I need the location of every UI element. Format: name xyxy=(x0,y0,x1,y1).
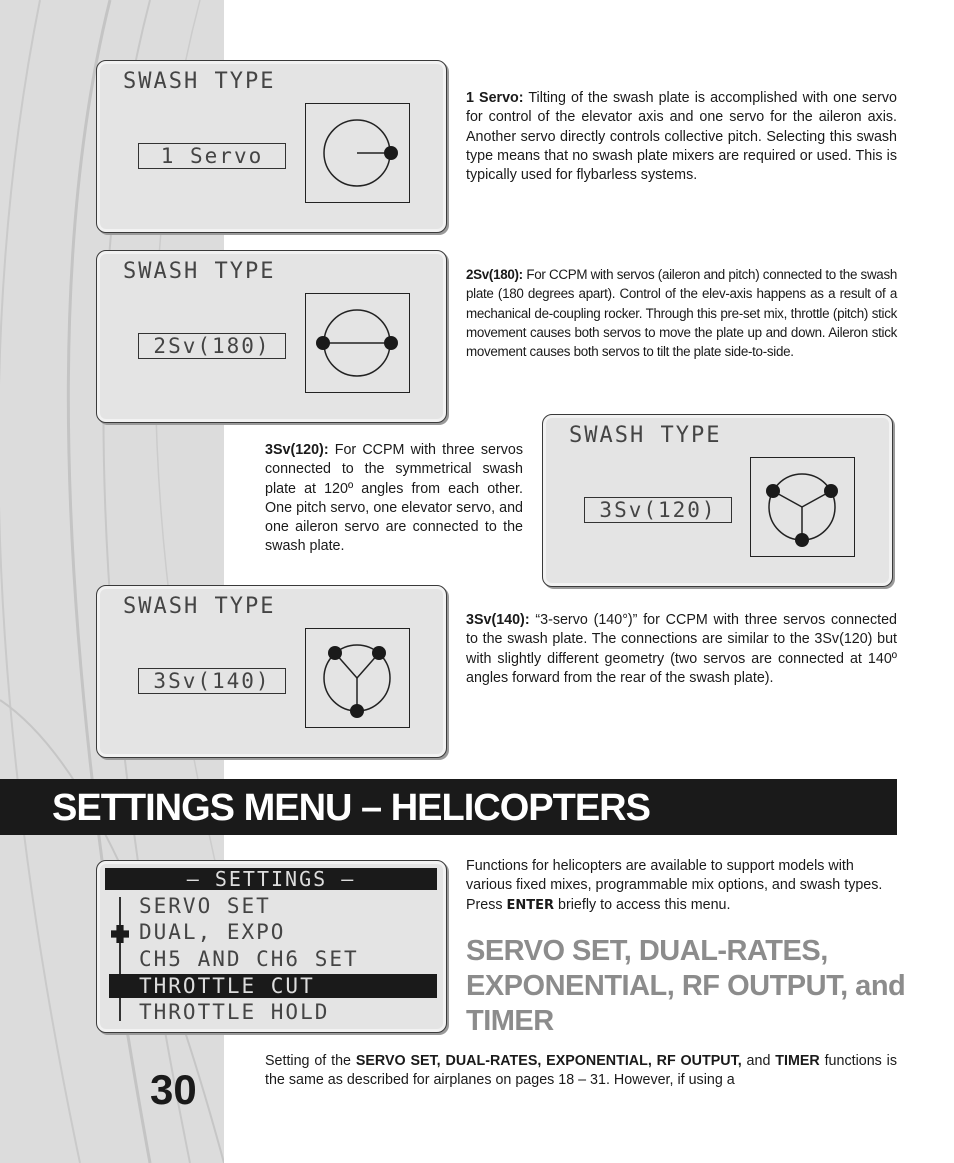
menu-item-throttle-cut: THROTTLE CUT xyxy=(109,974,437,998)
servo-point xyxy=(316,336,330,350)
body-bold: SERVO SET, DUAL-RATES, EXPONENTIAL, RF OUTPUT, xyxy=(355,1053,742,1069)
body-text: Setting of the xyxy=(265,1053,356,1069)
menu-header: – SETTINGS – xyxy=(105,868,437,890)
desc-text: For CCPM with servos (aileron and pitch) connected to the swash plate (180 degrees apart). Control of the elev-axis happens as a result of a mechanical de-coupling rocker. Through this pre-set mix, throttle (pitch) stick movement causes both servos to move the plate up and down. Aileron stick movement causes both servos to tilt the plate side-to-side. xyxy=(466,267,897,360)
swash-diagram-2sv180 xyxy=(305,293,410,393)
menu-item-dual-expo: DUAL, EXPO xyxy=(139,920,286,944)
desc-text: For CCPM with three servos connected to the symmetrical swash plate at 120º angles from each other. One pitch servo, one elevator servo, and one aileron servo are connected to the swash plate. xyxy=(265,442,523,555)
settings-menu-screen xyxy=(96,860,447,1033)
swash-diagram-3sv120 xyxy=(750,457,855,557)
swash-screen-3sv140 xyxy=(96,585,447,758)
swash-value-field: 2Sv(180) xyxy=(138,333,286,359)
desc-term: 3Sv(140): xyxy=(466,612,530,628)
section-title: SETTINGS MENU – HELICOPTERS xyxy=(52,787,650,829)
servo-point xyxy=(328,646,342,660)
desc-3sv140 xyxy=(466,611,897,688)
desc-text: “3-servo (140°)” for CCPM with three servos connected to the swash plate. The connections are similar to the 3Sv(120) but with slightly different geometry (two servos are connected at 140º angles forward from the rear of the swash plate). xyxy=(466,612,897,686)
intro-text: Functions for helicopters are available to support models with various fixed mixes, programmable mix options, and swash types. Press xyxy=(466,858,883,913)
servo-point xyxy=(384,146,398,160)
swash-value-field: 1 Servo xyxy=(138,143,286,169)
servo-point xyxy=(795,533,809,547)
desc-3sv120 xyxy=(265,441,523,557)
scrollbar-track xyxy=(119,897,121,1021)
menu-item-throttle-hold: THROTTLE HOLD xyxy=(139,1000,330,1024)
swash-value-field: 3Sv(140) xyxy=(138,668,286,694)
scrollbar-thumb xyxy=(111,925,129,943)
body-text: and xyxy=(741,1053,776,1069)
desc-text: Tilting of the swash plate is accomplished with one servo for control of the elevator axis and one servo for the aileron axis. Another servo directly controls collective pitch. Selecting this swash type means that no swash plate mixers are required or used. This is typically used for flybarless systems. xyxy=(466,90,897,184)
swash-screen-2sv180 xyxy=(96,250,447,423)
body-bold: TIMER xyxy=(775,1053,820,1069)
body-paragraph xyxy=(265,1052,897,1091)
subsection-heading: SERVO SET, DUAL-RATES, EXPONENTIAL, RF OUTPUT, and TIMER xyxy=(466,935,906,1037)
swash-diagram-1servo xyxy=(305,103,410,203)
desc-term: 1 Servo: xyxy=(466,90,524,106)
desc-term: 3Sv(120): xyxy=(265,442,329,458)
lcd-title: SWASH TYPE xyxy=(123,259,276,284)
desc-1servo xyxy=(466,89,897,185)
page-number: 30 xyxy=(150,1066,197,1113)
servo-point xyxy=(350,704,364,718)
swash-screen-3sv120 xyxy=(542,414,893,587)
desc-term: 2Sv(180): xyxy=(466,267,523,282)
lcd-title: SWASH TYPE xyxy=(123,594,276,619)
servo-point xyxy=(766,484,780,498)
servo-point xyxy=(384,336,398,350)
swash-diagram-3sv140 xyxy=(305,628,410,728)
intro-paragraph xyxy=(466,857,897,915)
lcd-title: SWASH TYPE xyxy=(569,423,722,448)
servo-point xyxy=(824,484,838,498)
intro-text-end: briefly to access this menu. xyxy=(554,896,731,913)
swash-value-field: 3Sv(120) xyxy=(584,497,732,523)
menu-item-ch5-ch6-set: CH5 AND CH6 SET xyxy=(139,947,359,971)
servo-point xyxy=(372,646,386,660)
body-text: functions is the same as described for airplanes on pages 18 – 31. However, if using a xyxy=(265,1053,897,1089)
desc-2sv180 xyxy=(466,265,897,361)
lcd-title: SWASH TYPE xyxy=(123,69,276,94)
menu-item-servo-set: SERVO SET xyxy=(139,894,271,918)
swash-screen-1servo xyxy=(96,60,447,233)
enter-key-label: ENTER xyxy=(506,897,555,913)
